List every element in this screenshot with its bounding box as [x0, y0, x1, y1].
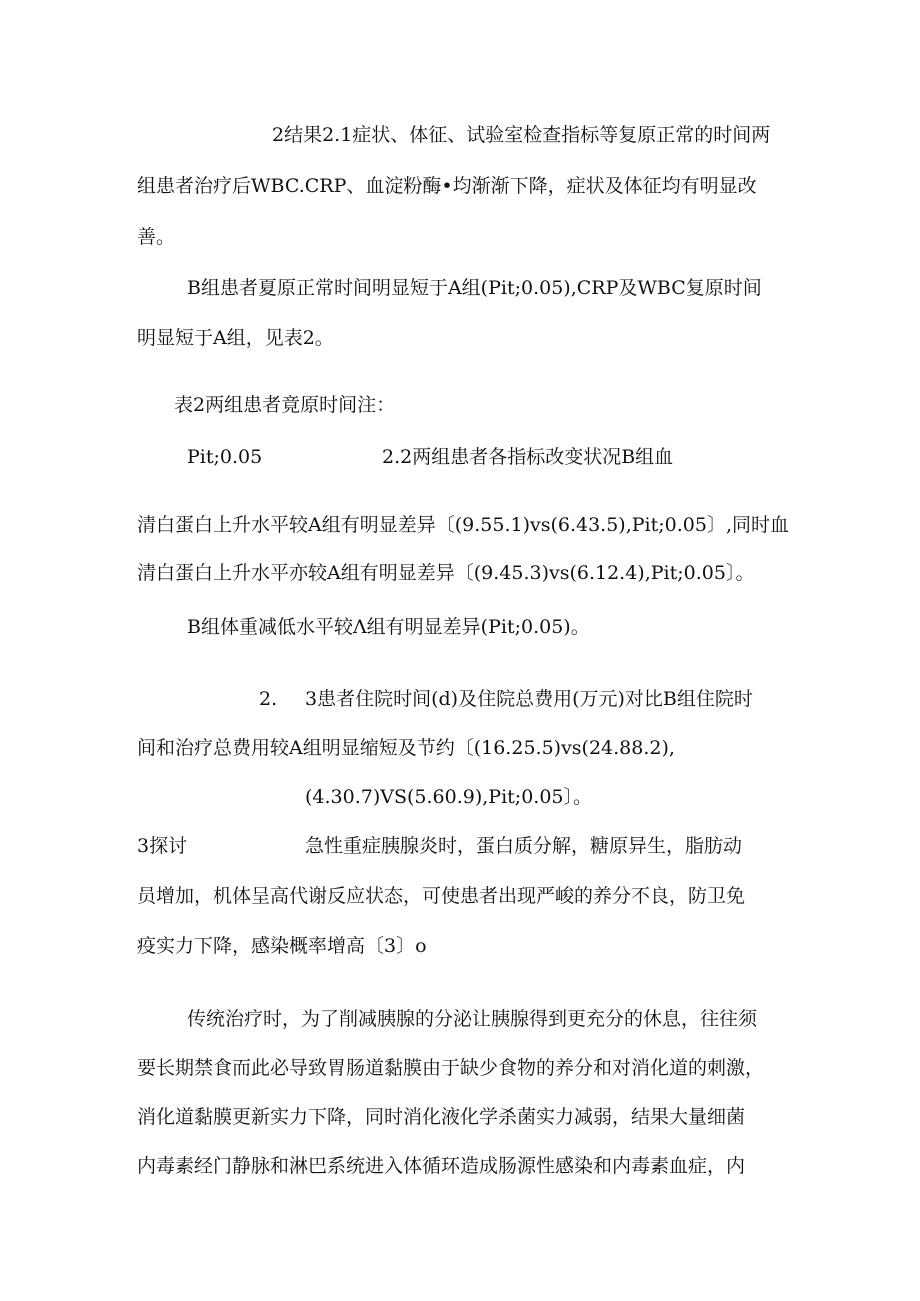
text-line: 疫实力下降，感染概率增高〔3〕o	[137, 935, 427, 957]
table-note: Pit;0.05	[187, 446, 263, 468]
text-line: 内毒素经门静脉和淋巴系统进入体循环造成肠源性感染和内毒素血症，内	[137, 1155, 746, 1177]
text-line: 消化道黏膜更新实力下降，同时消化液化学杀菌实力减弱，结果大量细菌	[137, 1106, 746, 1128]
section-heading: 3探讨	[137, 835, 188, 857]
section-heading: 2.2两组患者各指标改变状况B组血	[382, 446, 674, 468]
section-number: 2.	[259, 688, 278, 710]
text-line: 明显短于A组，见表2。	[137, 327, 334, 349]
text-line: B组体重减低水平较Λ组有明显差异(Pit;0.05)。	[187, 616, 590, 638]
text-line: B组患者夏原正常时间明显短于A组(Pit;0.05),CRP及WBC复原时间	[187, 277, 762, 299]
text-line: 间和治疗总费用较A组明显缩短及节约〔(16.25.5)vs(24.88.2),	[137, 737, 675, 759]
table-caption: 表2两组患者竟原时间注：	[174, 394, 396, 416]
text-line: 善。	[137, 226, 176, 248]
text-line: 急性重症胰腺炎时，蛋白质分解，糖原异生，脂肪动	[305, 835, 743, 857]
text-line: 2结果2.1症状、体征、试验室检查指标等复原正常的时间两	[272, 124, 771, 146]
text-line: (4.30.7)VS(5.60.9),Pit;0.05〕。	[305, 786, 592, 808]
text-line: 组患者治疗后WBC.CRP、血淀粉酶•均渐渐下降，症状及体征均有明显改	[137, 175, 757, 197]
text-line: 3患者住院时间(d)及住院总费用(万元)对比B组住院时	[305, 688, 753, 710]
text-line: 传统治疗时，为了削减胰腺的分泌让胰腺得到更充分的休息，往往须	[187, 1008, 758, 1030]
text-line: 清白蛋白上升水平亦较A组有明显差异〔(9.45.3)vs(6.12.4),Pit;0.05〕。	[137, 562, 755, 584]
text-line: 员增加，机体呈高代谢反应状态，可使患者出现严峻的养分不良，防卫免	[137, 885, 746, 907]
text-line: 要长期禁食而此必导致胃肠道黏膜由于缺少食物的养分和对消化道的刺激，	[137, 1057, 765, 1079]
text-line: 清白蛋白上升水平较A组有明显差异〔(9.55.1)vs(6.43.5),Pit;0.05〕,同时血	[137, 514, 790, 536]
